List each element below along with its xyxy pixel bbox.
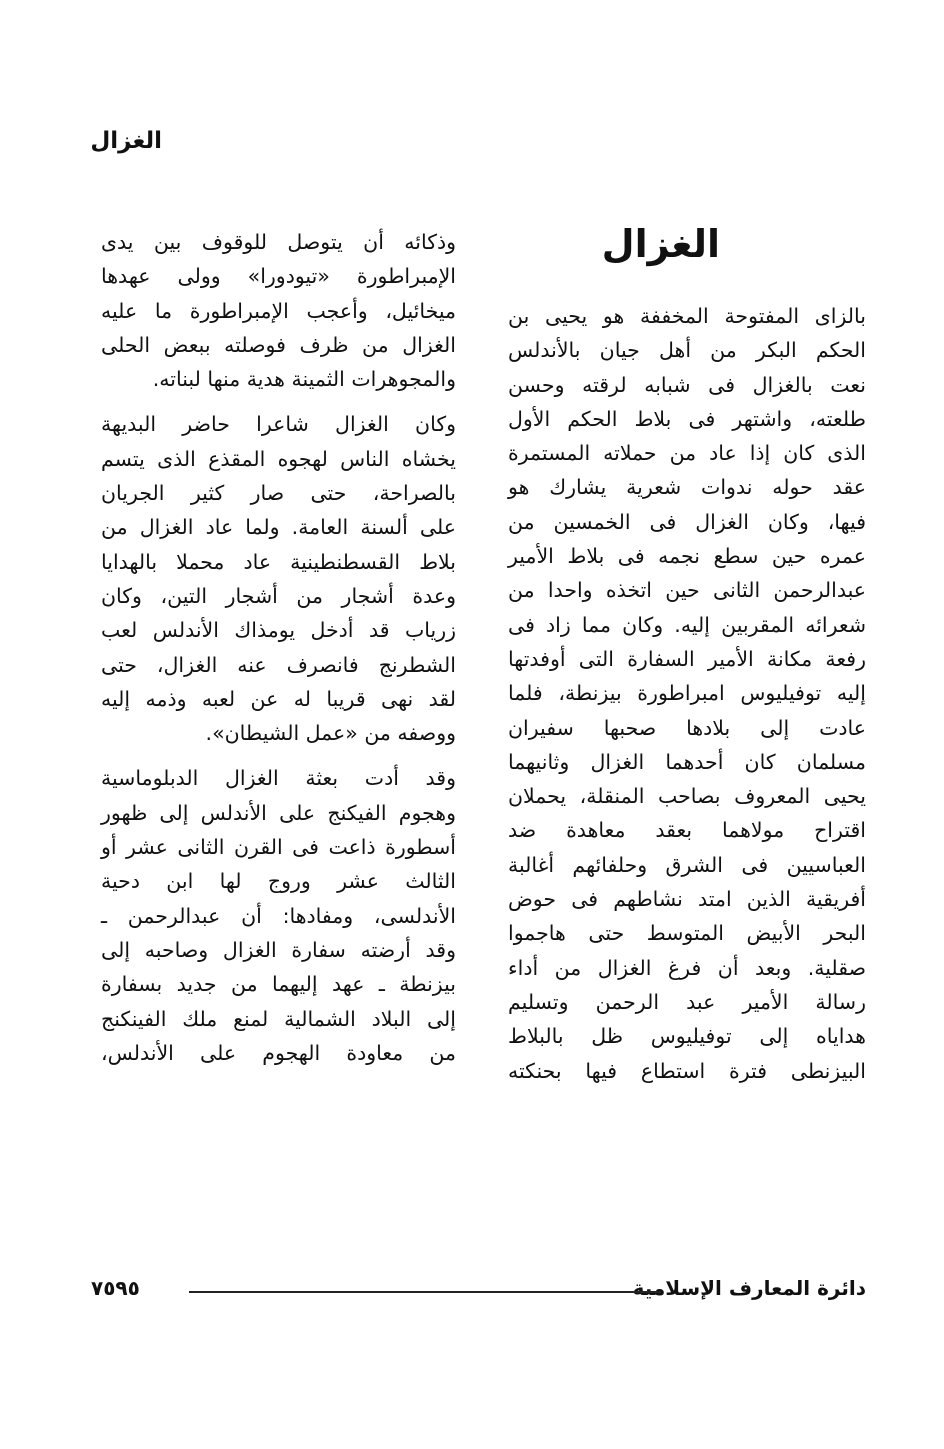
text-line: وعدة أشجار من أشجار التين، وكان bbox=[101, 583, 456, 608]
text-line: فيها، وكان الغزال فى الخمسين من bbox=[508, 509, 866, 534]
text-line: عبدالرحمن الثانى حين اتخذه واحدا من bbox=[508, 578, 866, 603]
article-title: الغزال bbox=[601, 222, 720, 266]
text-line: عقد حوله ندوات شعرية يشارك هو bbox=[508, 475, 866, 500]
running-head: الغزال bbox=[90, 128, 162, 154]
text-line: بيزنطة ـ عهد إليهما من جديد بسفارة bbox=[101, 972, 456, 997]
text-line: من معاودة الهجوم على الأندلس، bbox=[101, 1040, 456, 1065]
paragraph bbox=[101, 761, 456, 1070]
text-line: عادت إلى بلادها صحبها سفيران bbox=[508, 715, 866, 740]
text-line: زرياب قد أدخل يومذاك الأندلس لعب bbox=[101, 618, 456, 643]
text-line: الأندلسى، ومفادها: أن عبدالرحمن ـ bbox=[101, 903, 456, 928]
text-line: إلى البلاد الشمالية لمنع ملك الفينكنج bbox=[101, 1006, 456, 1031]
text-line: أسطورة ذاعت فى القرن الثانى عشر أو bbox=[101, 835, 456, 860]
text-line: على ألسنة العامة. ولما عاد الغزال من bbox=[101, 515, 456, 540]
text-line: رفعة مكانة الأمير السفارة التى أوفدتها bbox=[508, 646, 866, 671]
text-line: عمره حين سطع نجمه فى بلاط الأمير bbox=[508, 544, 866, 569]
text-line: وقد أرضته سفارة الغزال وصاحبه إلى bbox=[101, 937, 456, 962]
text-line: بلاط القسطنطينية عاد محملا بالهدايا bbox=[101, 549, 456, 574]
text-line: هداياه إلى توفيليوس ظل بالبلاط bbox=[508, 1024, 866, 1049]
text-line: والمجوهرات الثمينة هدية منها لبناته. bbox=[152, 367, 456, 392]
text-line: الشطرنج فانصرف عنه الغزال، حتى bbox=[101, 652, 456, 677]
text-line: شعرائه المقربين إليه. وكان مما زاد فى bbox=[508, 612, 866, 637]
text-line: وهجوم الفيكنج على الأندلس إلى ظهور bbox=[101, 800, 456, 825]
text-line: رسالة الأمير عبد الرحمن وتسليم bbox=[508, 989, 866, 1014]
text-line: لقد نهى قريبا له عن لعبه وذمه إليه bbox=[101, 686, 456, 711]
paragraph bbox=[508, 299, 866, 1088]
text-line: الثالث عشر وروج لها ابن دحية bbox=[101, 869, 456, 894]
text-line: وكان الغزال شاعرا حاضر البديهة bbox=[101, 412, 456, 437]
text-line: مسلمان كان أحدهما الغزال وثانيهما bbox=[508, 749, 866, 774]
text-line: البيزنطى فترة استطاع فيها بحنكته bbox=[508, 1058, 866, 1083]
text-line: الإمبراطورة «تيودورا» وولى عهدها bbox=[101, 264, 456, 289]
text-line: طلعته، واشتهر فى بلاط الحكم الأول bbox=[508, 406, 866, 431]
text-line: وذكائه أن يتوصل للوقوف بين يدى bbox=[101, 230, 456, 254]
text-line: بالزاى المفتوحة المخففة هو يحيى بن bbox=[508, 304, 866, 328]
text-line: الحكم البكر من أهل جيان بالأندلس bbox=[508, 338, 866, 363]
text-line: أفريقية الذين امتد نشاطهم فى حوض bbox=[508, 887, 866, 912]
text-line: البحر الأبيض المتوسط حتى هاجموا bbox=[508, 921, 866, 946]
paragraph bbox=[101, 407, 456, 750]
paragraph bbox=[101, 225, 456, 396]
text-line: يخشاه الناس لهجوه المقذع الذى يتسم bbox=[101, 446, 456, 471]
text-line: يحيى المعروف بصاحب المنقلة، يحملان bbox=[508, 784, 866, 809]
text-line: ميخائيل، وأعجب الإمبراطورة ما عليه bbox=[101, 298, 456, 323]
text-line: وقد أدت بعثة الغزال الدبلوماسية bbox=[101, 766, 456, 791]
publication-title: دائرة المعارف الإسلامية bbox=[632, 1276, 866, 1300]
text-line: الغزال من ظرف فوصلته ببعض الحلى bbox=[101, 332, 456, 357]
text-line: ووصفه من «عمل الشيطان». bbox=[205, 721, 456, 746]
page-number: ٧٥٩٥ bbox=[91, 1276, 140, 1300]
text-line: الذى كان إذا عاد من حملاته المستمرة bbox=[508, 441, 866, 466]
right-column bbox=[508, 299, 866, 1099]
text-line: اقتراح مولاهما بعقد معاهدة ضد bbox=[508, 818, 866, 843]
text-line: نعت بالغزال فى شبابه لرقته وحسن bbox=[508, 372, 866, 397]
text-line: صقلية. وبعد أن فرغ الغزال من أداء bbox=[508, 955, 866, 980]
page-footer bbox=[91, 1276, 866, 1306]
text-line: العباسيين فى الشرق وحلفائهم أغالبة bbox=[508, 852, 866, 877]
text-line: بالصراحة، حتى صار كثير الجريان bbox=[101, 481, 456, 506]
left-column bbox=[101, 225, 456, 1081]
text-line: إليه توفيليوس امبراطورة بيزنطة، فلما bbox=[508, 681, 866, 706]
footer-divider bbox=[189, 1291, 661, 1293]
